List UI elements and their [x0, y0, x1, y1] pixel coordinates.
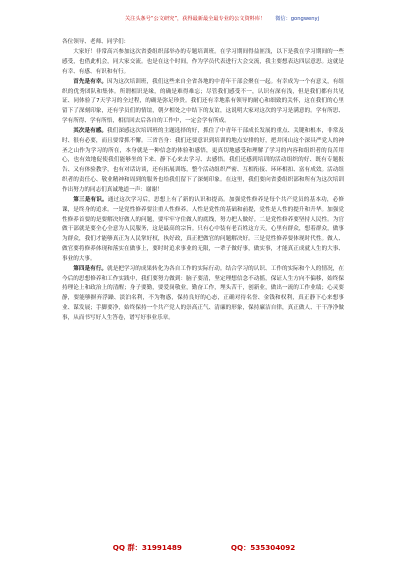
- paragraph-lead: 第四是有行。: [73, 265, 108, 272]
- document-body: [62, 38, 344, 324]
- paragraph-youshi: [62, 196, 344, 265]
- promo-banner: [62, 12, 382, 26]
- paragraph-text: 就是把学习的成果转化为各自工作的实际行动。结合学习的认识、工作的实际和个人的情况，在今后的思想修养和工作实践中，我们要努力做到：脑子要清，坚定理想信念不动摇，保证人生方向不偏移，始终保持理论上和政治上的清醒；身子要勤，要爱岗敬业，勤奋工作，埋头苦干，创新业，做出一流的工作业绩；心灵要静，要能够摒弃浮躁、淡泊名利，不为物惑，保持良好的心态，正确对待名誉、金钱和权利，真正静下心来想事业、谋发展；手脚要净，始终保持一个共产党人的崇高正气、清廉的形象，保持廉洁自律，真正做人、干干净净做事，从而书写好人生答卷，谱写好事业乐章。: [62, 265, 344, 321]
- qq-group: QQ 群：31991489: [112, 543, 182, 552]
- paragraph-text: 通过这次学习后，思想上有了新的认识和提高。加强党性修养是每个共产党员的基本功，必修课，是终身的追求。一是党性修养要注重人性修养。人性是党性的基础和前提，党性是人性的提升和升华。加强党性修养首要的是要解决好做人的问题，要牢牢守住做人的底线，努力把人做好。二是党性修养要坚持人民性。为官做干部就是要全心全意为人民服务，这是最高的宗旨。只有心中装有老百姓这方天，心里有群众，想着群众，做事为群众，我们才能够真正为人民掌好权，执好政，真正把做官的问题解决好。三是党性修养要体现时代性。做人、做官要将修养体现和落实在做事上，要时时追求事业的无限，一辈子做好事，做实事，才能真正成就人生的大事、事业的大事。: [62, 196, 344, 262]
- paragraph-text: 我们深感这次培训班的主题选择的好，抓住了中青年干部成长发展的重点、关键和根本，非常及时、很有必要，而且要常抓不懈。三省吾身：我们还要意识到培训的地点安排的好，把井冈山这个深具严党人的神圣之山作为学习的所在，本身就是一种信念的体验和感悟，更真切地感受和理解了学习的内容和组织者的良苦用心，也有效地促使我们能够坐的下来、静下心来去学习、去感悟。我们还感到培训的活动组织的好、既有专题报告、又有体验教学，也有对话访谈，还有拓展训练，整个活动组织严密、互相衔接、环环相扣、富有成效。活动组织者的责任心、敬业精神和周到的服务也给我们留下了深刻印象。在这里，我们要向省委组织部和所有为这次培训作出努力的同志们真诚地道一声：谢谢！: [62, 128, 344, 193]
- qq-number: QQ：535304092: [230, 543, 296, 552]
- wechat-id: 微信：gongwenyj: [275, 16, 320, 22]
- salutation: 各位领导、老师、同学们：: [62, 39, 130, 45]
- paragraph-lead: 第三是有识。: [73, 196, 108, 203]
- banner-text: 关注头条号“公文研究”，获得最新最全最专业的公文资料库！: [124, 16, 266, 22]
- intro-paragraph: 大家好！非常高兴参加这次省委组织部举办的专题培训班。在学习期间得益匪浅，以下是我在学习期间的一些感受，也借此机会，同大家交流。也是在这个时间，作为学员代表进行大会交流，我主要想表达四层意思。这就是有幸、有感、有识和有行。: [62, 49, 344, 75]
- paragraph-youxing: [62, 78, 344, 127]
- contact-footer: [0, 542, 408, 554]
- paragraph-lead: 其次是有感。: [73, 128, 108, 135]
- paragraph-text: 因为这次培训班，我们这些来自全省各地的中青年干部会聚在一起。有幸成为一个有意义，有组织的优秀团队和集体。所谓相识是缘，的确是难得难忘；尽管我们感受不一，认识有深有浅，但是我们都有共见证、同体验了7天学习的全过程，的确是弥足珍贵。我们还有幸地系有领导的耐心和细致的关怀，这在我们的心里留下了深刻印象，还有学员们的情谊，朝夕相处之中结下的友谊，这说明大家对这次的学习是满意的。学有所思、学有所得、学有所悟，相信回去后各自的工作中，一定会学有所成。: [62, 78, 344, 124]
- paragraph-lead: 首先是有幸。: [73, 78, 108, 85]
- paragraph-yougan: [62, 127, 344, 196]
- paragraph-youxing-action: [62, 265, 344, 324]
